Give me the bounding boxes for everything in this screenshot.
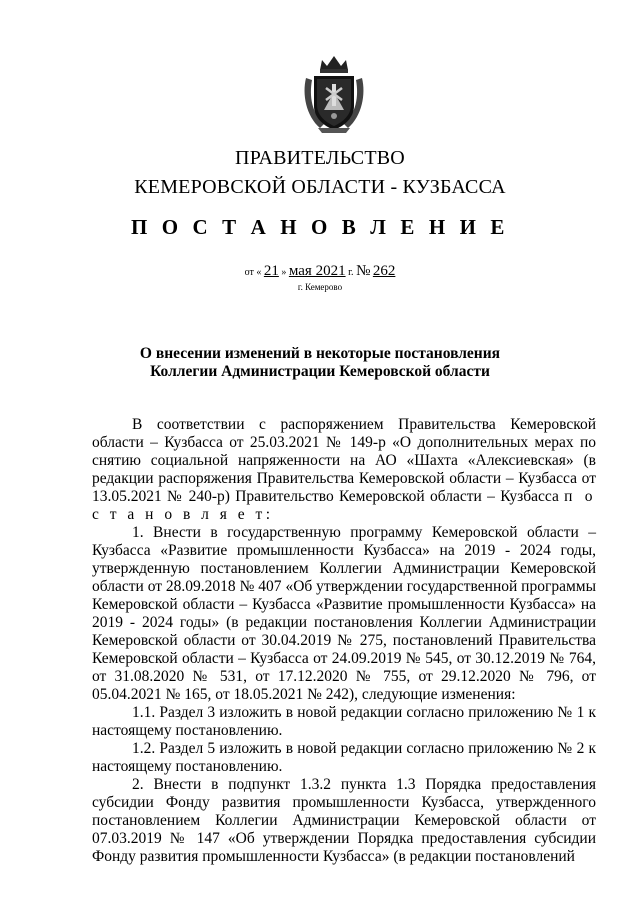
paragraph-item-2: 2. Внести в подпункт 1.3.2 пункта 1.3 Порядка предоставления субсидии Фонду развития промышленности Кузбасса, утвержденного постановлением Коллегии Администрации Кемеровской области от 07.03.2019 № 147 «Об утверждении Порядка предоставления субсидии Фонду развития промышленности Кузбасса» (в редакции постановлений <box>92 776 596 865</box>
document-type-title: П О С Т А Н О В Л Е Н И Е <box>130 215 509 239</box>
city-name: г. Кемерово <box>297 282 343 292</box>
org-name-line2: КЕМЕРОВСКОЙ ОБЛАСТИ - КУЗБАССА <box>134 176 506 198</box>
subject-line2: Коллегии Администрации Кемеровской области <box>150 363 490 380</box>
number-label: № <box>356 263 371 279</box>
date-day: 21 <box>263 263 279 279</box>
date-month-year: мая 2021 <box>288 263 346 279</box>
date-mid: » <box>281 267 287 278</box>
subject-line1: О внесении изменений в некоторые постановления <box>139 345 501 362</box>
date-number-line <box>0 263 640 280</box>
date-prefix: от « <box>244 267 262 278</box>
paragraph-item-1-2: 1.2. Раздел 5 изложить в новой редакции согласно приложению № 2 к настоящему постановлению. <box>92 740 596 775</box>
decree-word: п о с т а н о в л я е т: <box>92 488 597 523</box>
paragraph-item-1-1: 1.1. Раздел 3 изложить в новой редакции согласно приложению № 1 к настоящему постановлению. <box>92 704 596 739</box>
preamble-text: В соответствии с распоряжением Правительства Кемеровской области – Кузбасса от 25.03.2021 № 149-р «О дополнительных мерах по снятию социальной напряженности на АО «Шахта «Алексиевская» (в редакции распоряжения Правительства Кемеровской области – Кузбасса от 13.05.2021 № 240-р) Правительство Кемеровской области – Кузбасса <box>92 416 596 505</box>
coat-of-arms-icon <box>300 54 368 134</box>
document-body <box>92 416 596 866</box>
org-name-line1: ПРАВИТЕЛЬСТВО <box>235 147 405 169</box>
document-subject <box>0 345 640 381</box>
date-year-suffix: г. <box>348 267 354 278</box>
document-number: 262 <box>372 263 396 279</box>
paragraph-preamble <box>92 416 596 524</box>
paragraph-item-1: 1. Внести в государственную программу Кемеровской области – Кузбасса «Развитие промышленности Кузбасса» на 2019 - 2024 годы, утвержденную постановлением Коллегии Администрации Кемеровской области от 28.09.2018 № 407 «Об утверждении государственной программы Кемеровской области – Кузбасса «Развитие промышленности Кузбасса» на 2019 - 2024 годы» (в редакции постановления Коллегии Администрации Кемеровской области от 30.04.2019 № 275, постановлений Правительства Кемеровской области – Кузбасса от 24.09.2019 № 545, от 30.12.2019 № 764, от 31.08.2020 № 531, от 17.12.2020 № 755, от 29.12.2020 № 796, от 05.04.2021 № 165, от 18.05.2021 № 242), следующие изменения: <box>92 524 596 703</box>
